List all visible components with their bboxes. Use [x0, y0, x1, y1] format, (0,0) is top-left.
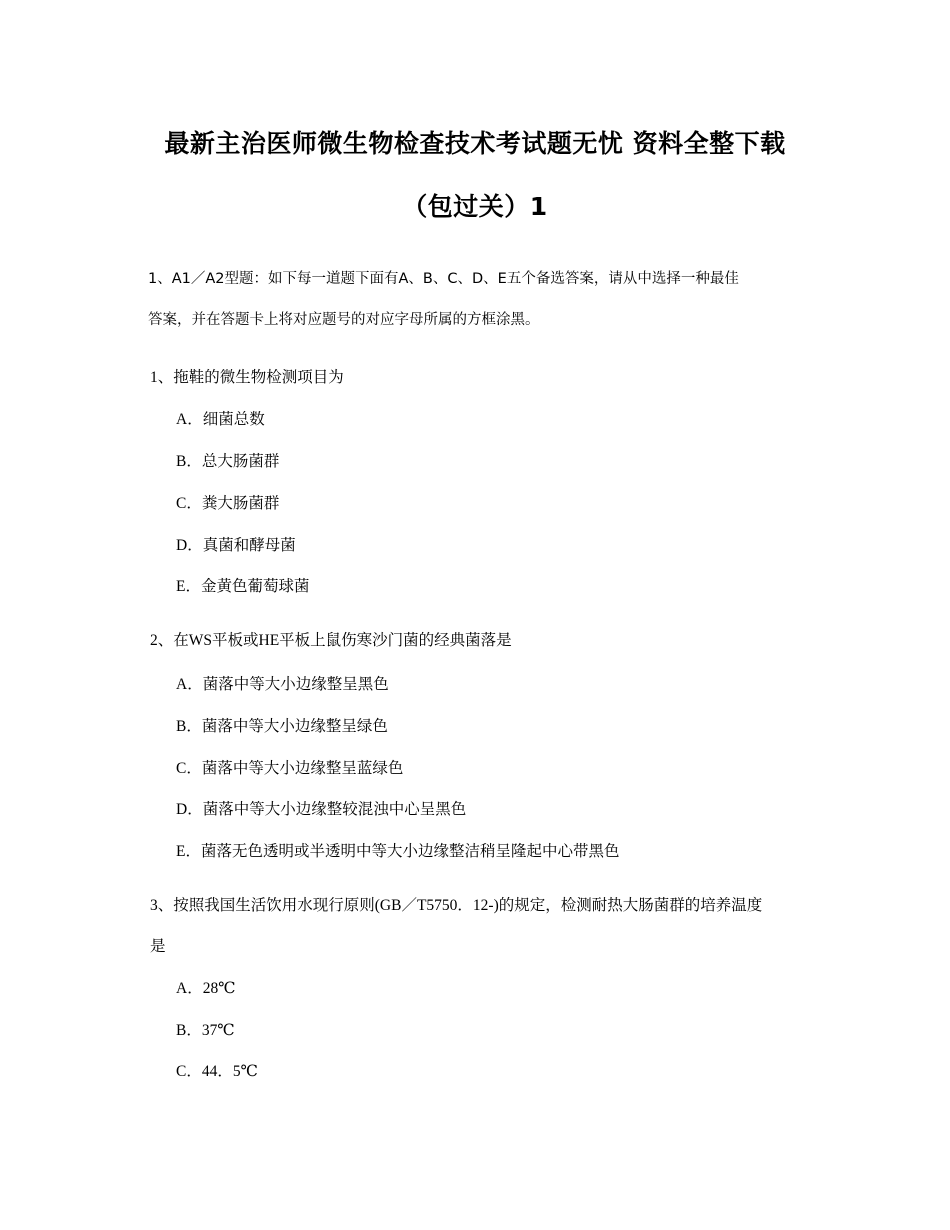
question-3-option-a: A．28℃ [176, 980, 236, 997]
question-2-option-e: E．菌落无色透明或半透明中等大小边缘整洁稍呈隆起中心带黑色 [176, 843, 620, 860]
question-2-option-d: D．菌落中等大小边缘整较混浊中心呈黑色 [176, 801, 467, 818]
instruction-line2: 答案，并在答题卡上将对应题号的对应字母所属的方框涂黑。 [148, 312, 540, 328]
document-title-line1: 最新主治医师微生物检查技术考试题无忧 资料全整下载 [164, 129, 786, 158]
question-1-option-c: C．粪大肠菌群 [176, 495, 280, 512]
question-1-option-b: B．总大肠菌群 [176, 453, 280, 470]
question-1-option-d: D．真菌和酵母菌 [176, 537, 296, 554]
question-1-option-a: A．细菌总数 [176, 411, 265, 428]
question-1-option-e: E．金黄色葡萄球菌 [176, 578, 310, 595]
instruction-line1: 1、A1／A2型题：如下每一道题下面有A、B、C、D、E五个备选答案，请从中选择一种最佳 [148, 271, 739, 287]
document-title-line2: （包过关）1 [402, 192, 548, 221]
question-2-stem: 2、在WS平板或HE平板上鼠伤寒沙门菌的经典菌落是 [150, 632, 512, 649]
question-3-stem-line1: 3、按照我国生活饮用水现行原则(GB／T5750．12-)的规定，检测耐热大肠菌群的培养温度 [150, 897, 763, 914]
question-2-option-a: A．菌落中等大小边缘整呈黑色 [176, 676, 389, 693]
question-1-stem: 1、拖鞋的微生物检测项目为 [150, 369, 344, 386]
question-2-option-b: B．菌落中等大小边缘整呈绿色 [176, 718, 388, 735]
question-3-option-c: C．44．5℃ [176, 1063, 258, 1080]
question-3-stem-line2: 是 [150, 938, 166, 955]
question-3-option-b: B．37℃ [176, 1022, 235, 1039]
question-2-option-c: C．菌落中等大小边缘整呈蓝绿色 [176, 760, 404, 777]
